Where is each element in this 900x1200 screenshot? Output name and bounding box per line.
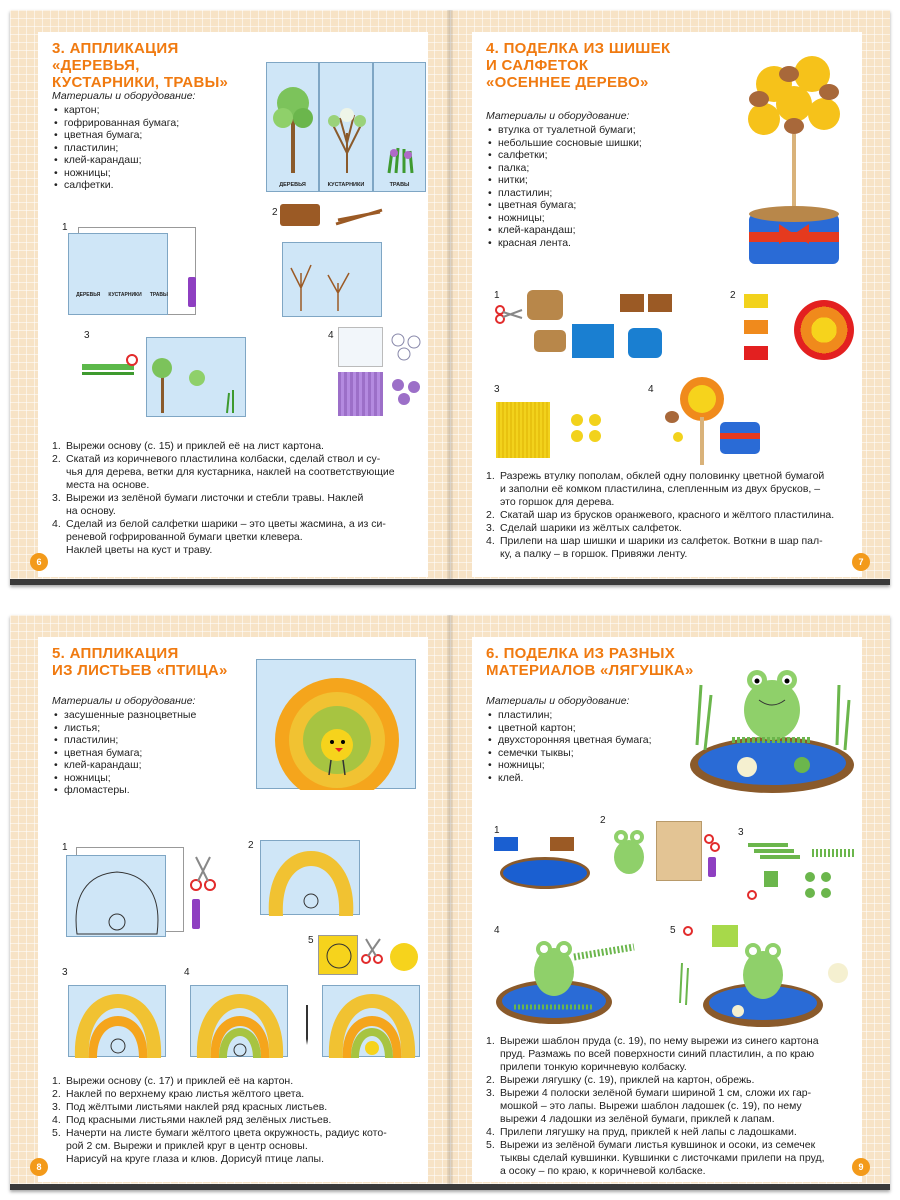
napkin-balls-icon (390, 332, 426, 362)
plasticine-block-icon (280, 204, 320, 226)
top-spread (10, 10, 890, 585)
glue-stick-icon (192, 899, 200, 929)
page-9: 6. ПОДЕЛКА ИЗ РАЗНЫХ МАТЕРИАЛОВ «ЛЯГУШКА» Материалы и оборудование: • пластилин; • цветной картон; • двухсторонняя цветная бумага; • семечки тыквы; • ножницы; • клей. 1 2 3 4 5 1. Вырежи шаблон пруда (с. 19), по нему вырежи из синего картона пруд. Размажь по всей поверхности синий пластилин, а по краю прилепи тонкую коричневую колбаску. 2. Вырежи лягушку (с. 19), приклей на картон, обрежь. 3. Вырежи 4 полоски зелёной бумаги шириной 1 см, сложи их гар- мошкой – это лапы. Вырежи шаблон ладошек (с. 19), по нему вырежи 4 ладошки из зелёной бумаги, приклей к лапам. 4. Прилепи лягушку на пруд, приклей к ней лапы с ладошками. 5. Вырежи из зелёной бумаги листья кувшинок и осоки, из семечек тыквы сделай кувшинки. Кувшинки с листочками прилепи на пруд, а осоку – по краю, к коричневой колбаске. (472, 637, 862, 1182)
materials-title: Материалы и оборудование: (486, 110, 630, 122)
half-tube-icon (534, 330, 566, 352)
plasticine-block-icon (550, 837, 574, 851)
step-1-image (66, 847, 186, 937)
clover-balls-icon (390, 377, 426, 407)
step-4-image (494, 927, 664, 1027)
materials-title: Материалы и оборудование: (52, 90, 196, 102)
panel-label-bushes: КУСТАРНИКИ (327, 182, 365, 188)
step-5-image (322, 985, 420, 1057)
step-3-image (146, 337, 246, 417)
step-5-image (678, 923, 858, 1029)
yellow-circle-icon (390, 943, 418, 971)
panel-label-grass: ТРАВЫ (389, 182, 410, 188)
scissors-and-glue-icon (704, 827, 720, 877)
blue-pot-icon (628, 328, 662, 358)
materials-title: Материалы и оборудование: (486, 695, 630, 707)
plasticine-block-icon (494, 837, 518, 851)
yellow-block-icon (744, 294, 768, 308)
step-3-image (68, 985, 166, 1057)
orange-block-icon (744, 320, 768, 334)
step-3-image (742, 835, 857, 905)
panel-label-trees: ДЕРЕВЬЯ (279, 182, 306, 188)
step-2-image (260, 840, 360, 915)
scissors-icon (360, 937, 386, 967)
yellow-paper-icon (318, 935, 358, 975)
blue-paper-icon (572, 324, 614, 358)
trees-hero-image (266, 62, 426, 192)
instructions-list: 1. Вырежи основу (с. 15) и приклей её на лист картона. 2. Скатай из коричневого пластилина колбаски, сделай ствол и су- чья для дерева, ветки для кустарника, наклей на соответствующие места на основе. 3. Вырежи из зелёной бумаги листочки и стебли травы. Наклей на основу. 4. Сделай из белой салфетки шарики – это цветы жасмина, а из си- реневой гофрированной бумаги цветки клевера. Наклей цветы на куст и траву. (52, 440, 395, 556)
red-block-icon (744, 346, 768, 360)
step-4-image (190, 985, 288, 1057)
page-9-title: 6. ПОДЕЛКА ИЗ РАЗНЫХ МАТЕРИАЛОВ «ЛЯГУШКА» (486, 645, 694, 679)
pond-icon (500, 857, 590, 889)
pencil-icon (302, 1005, 312, 1045)
page-8-title: 5. АППЛИКАЦИЯ ИЗ ЛИСТЬЕВ «ПТИЦА» (52, 645, 228, 679)
page-6: 3. АППЛИКАЦИЯ «ДЕРЕВЬЯ, КУСТАРНИКИ, ТРАВЫ» Материалы и оборудование: • картон; • гофрированная бумага; • цветная бумага; • пластилин; • клей-карандаш; • ножницы; • салфетки. ДЕРЕВЬЯ КУСТАРНИКИ ТРАВЫ 1 ДЕРЕВЬЯ КУСТАРНИКИ ТРАВЫ 2 3 4 1. Вырежи основу (с. 15) и приклей её на лист картона. 2. Скатай из коричневого пластилина колбаски, сделай ствол и су- чья для дерева, ветки для кустарника, наклей на соответствующие места на основе. 3. Вырежи из зелёной бумаги листочки и стебли травы. Наклей на основу. 4. Сделай из белой салфетки шарики – это цветы жасмина, а из си- реневой гофрированной бумаги цветки клевера. Наклей цветы на куст и траву. (38, 32, 428, 577)
materials-list: • пластилин; • цветной картон; • двухсторонняя цветная бумага; • семечки тыквы; • ножницы; • клей. (486, 709, 652, 784)
clay-rolls-icon (334, 208, 384, 226)
frog-hero-image (687, 655, 857, 795)
step-1-image (68, 227, 198, 317)
instructions-list: 1. Вырежи основу (с. 17) и приклей её на картон. 2. Наклей по верхнему краю листья жёлтого цвета. 3. Под жёлтыми листьями наклей ряд красных листьев. 4. Под красными листьями наклей ряд зелёных листьев. 5. Начерти на листе бумаги жёлтого цвета окружность, радиус кото- рой 2 см. Вырежи и приклей круг в центр основы. Нарисуй на круге глаза и клюв. Дорисуй птице лапы. (52, 1075, 387, 1165)
page-7: 4. ПОДЕЛКА ИЗ ШИШЕК И САЛФЕТОК «ОСЕННЕЕ ДЕРЕВО» Материалы и оборудование: • втулка от туалетной бумаги; • небольшие сосновые шишки; • салфетки; • палка; • нитки; • пластилин; • цветная бумага; • ножницы; • клей-карандаш; • красная лента. 1 2 3 4 1. Разрежь втулку пополам, обклей одну половинку цветной бумагой и заполни её комком пластилина, слепленным из двух брусков, – это горшок для дерева. 2. Скатай шар из брусков оранжевого, красного и жёлтого пластилина. 3. Сделай шарики из жёлтых салфеток. 4. Прилепи на шар шишки и шарики из салфеток. Воткни в шар пал- ку, а палку – в горшок. Привяжи ленту. (472, 32, 862, 577)
page-number-9: 9 (852, 1158, 870, 1176)
book-spine (447, 10, 453, 579)
step-2-image (282, 242, 382, 317)
page-8: 5. АППЛИКАЦИЯ ИЗ ЛИСТЬЕВ «ПТИЦА» Материалы и оборудование: • засушенные разноцветные • листья; • пластилин; • цветная бумага; • клей-карандаш; • ножницы; • фломастеры. 1 2 5 3 4 1. Вырежи основу (с. 17) и приклей её на картон. 2. Наклей по верхнему краю листья жёлтого цвета. 3. Под жёлтыми листьями наклей ряд красных листьев. 4. Под красными листьями наклей ряд зелёных листьев. 5. Начерти на листе бумаги жёлтого цвета окружность, радиус кото- рой 2 см. Вырежи и приклей круг в центр основы. Нарисуй на круге глаза и клюв. Дорисуй птице лапы. (38, 637, 428, 1182)
scissors-icon (188, 855, 218, 895)
materials-list: • втулка от туалетной бумаги; • небольшие сосновые шишки; • салфетки; • палка; • нитки; • пластилин; • цветная бумага; • ножницы; • клей-карандаш; • красная лента. (486, 124, 642, 249)
page-number-7: 7 (852, 553, 870, 571)
bush-illustration (320, 63, 374, 193)
green-paper-strips-icon (82, 342, 142, 382)
materials-title: Материалы и оборудование: (52, 695, 196, 707)
plasticine-block-icon (648, 294, 672, 312)
page-number-6: 6 (30, 553, 48, 571)
glue-stick-icon (188, 277, 196, 307)
yellow-napkins-icon (496, 402, 550, 458)
book-spine (447, 615, 453, 1184)
tube-icon (527, 290, 563, 320)
page-7-title: 4. ПОДЕЛКА ИЗ ШИШЕК И САЛФЕТОК «ОСЕННЕЕ ДЕРЕВО» (486, 40, 671, 91)
bird-hero-image (256, 659, 416, 789)
materials-list: • засушенные разноцветные • листья; • пластилин; • цветная бумага; • клей-карандаш; • ножницы; • фломастеры. (52, 709, 196, 797)
instructions-list: 1. Вырежи шаблон пруда (с. 19), по нему вырежи из синего картона пруд. Размажь по всей поверхности синий пластилин, а по краю прилепи тонкую коричневую колбаску. 2. Вырежи лягушку (с. 19), приклей на картон, обрежь. 3. Вырежи 4 полоски зелёной бумаги шириной 1 см, сложи их гар- мошкой – это лапы. Вырежи шаблон ладошек (с. 19), по нему вырежи 4 ладошки из зелёной бумаги, приклей к лапам. 4. Прилепи лягушку на пруд, приклей к ней лапы с ладошками. 5. Вырежи из зелёной бумаги листья кувшинок и осоки, из семечек тыквы сделай кувшинки. Кувшинки с листочками прилепи на пруд, а осоку – по краю, к коричневой колбаске. (486, 1035, 825, 1177)
autumn-tree-hero-image (734, 44, 854, 269)
plasticine-block-icon (620, 294, 644, 312)
crepe-paper-icon (338, 372, 383, 416)
page-6-title: 3. АППЛИКАЦИЯ «ДЕРЕВЬЯ, КУСТАРНИКИ, ТРАВЫ» (52, 40, 229, 91)
cardboard-icon (656, 821, 702, 881)
step-4-image (660, 367, 770, 467)
napkin-icon (338, 327, 383, 367)
tree-illustration (267, 63, 320, 193)
frog-cutout-icon (610, 825, 648, 875)
grass-illustration (374, 63, 427, 193)
bottom-spread (10, 615, 890, 1190)
instructions-list: 1. Разрежь втулку пополам, обклей одну половинку цветной бумагой и заполни её комком пластилина, слепленным из двух брусков, – это горшок для дерева. 2. Скатай шар из брусков оранжевого, красного и жёлтого пластилина. 3. Сделай шарики из жёлтых салфеток. 4. Прилепи на шар шишки и шарики из салфеток. Воткни в шар пал- ку, а палку – в горшок. Привяжи ленту. (486, 470, 835, 560)
materials-list: • картон; • гофрированная бумага; • цветная бумага; • пластилин; • клей-карандаш; • ножницы; • салфетки. (52, 104, 179, 192)
scissors-icon (494, 304, 524, 324)
plasticine-ball-icon (794, 300, 854, 360)
page-number-8: 8 (30, 1158, 48, 1176)
napkin-balls-icon (567, 410, 607, 446)
